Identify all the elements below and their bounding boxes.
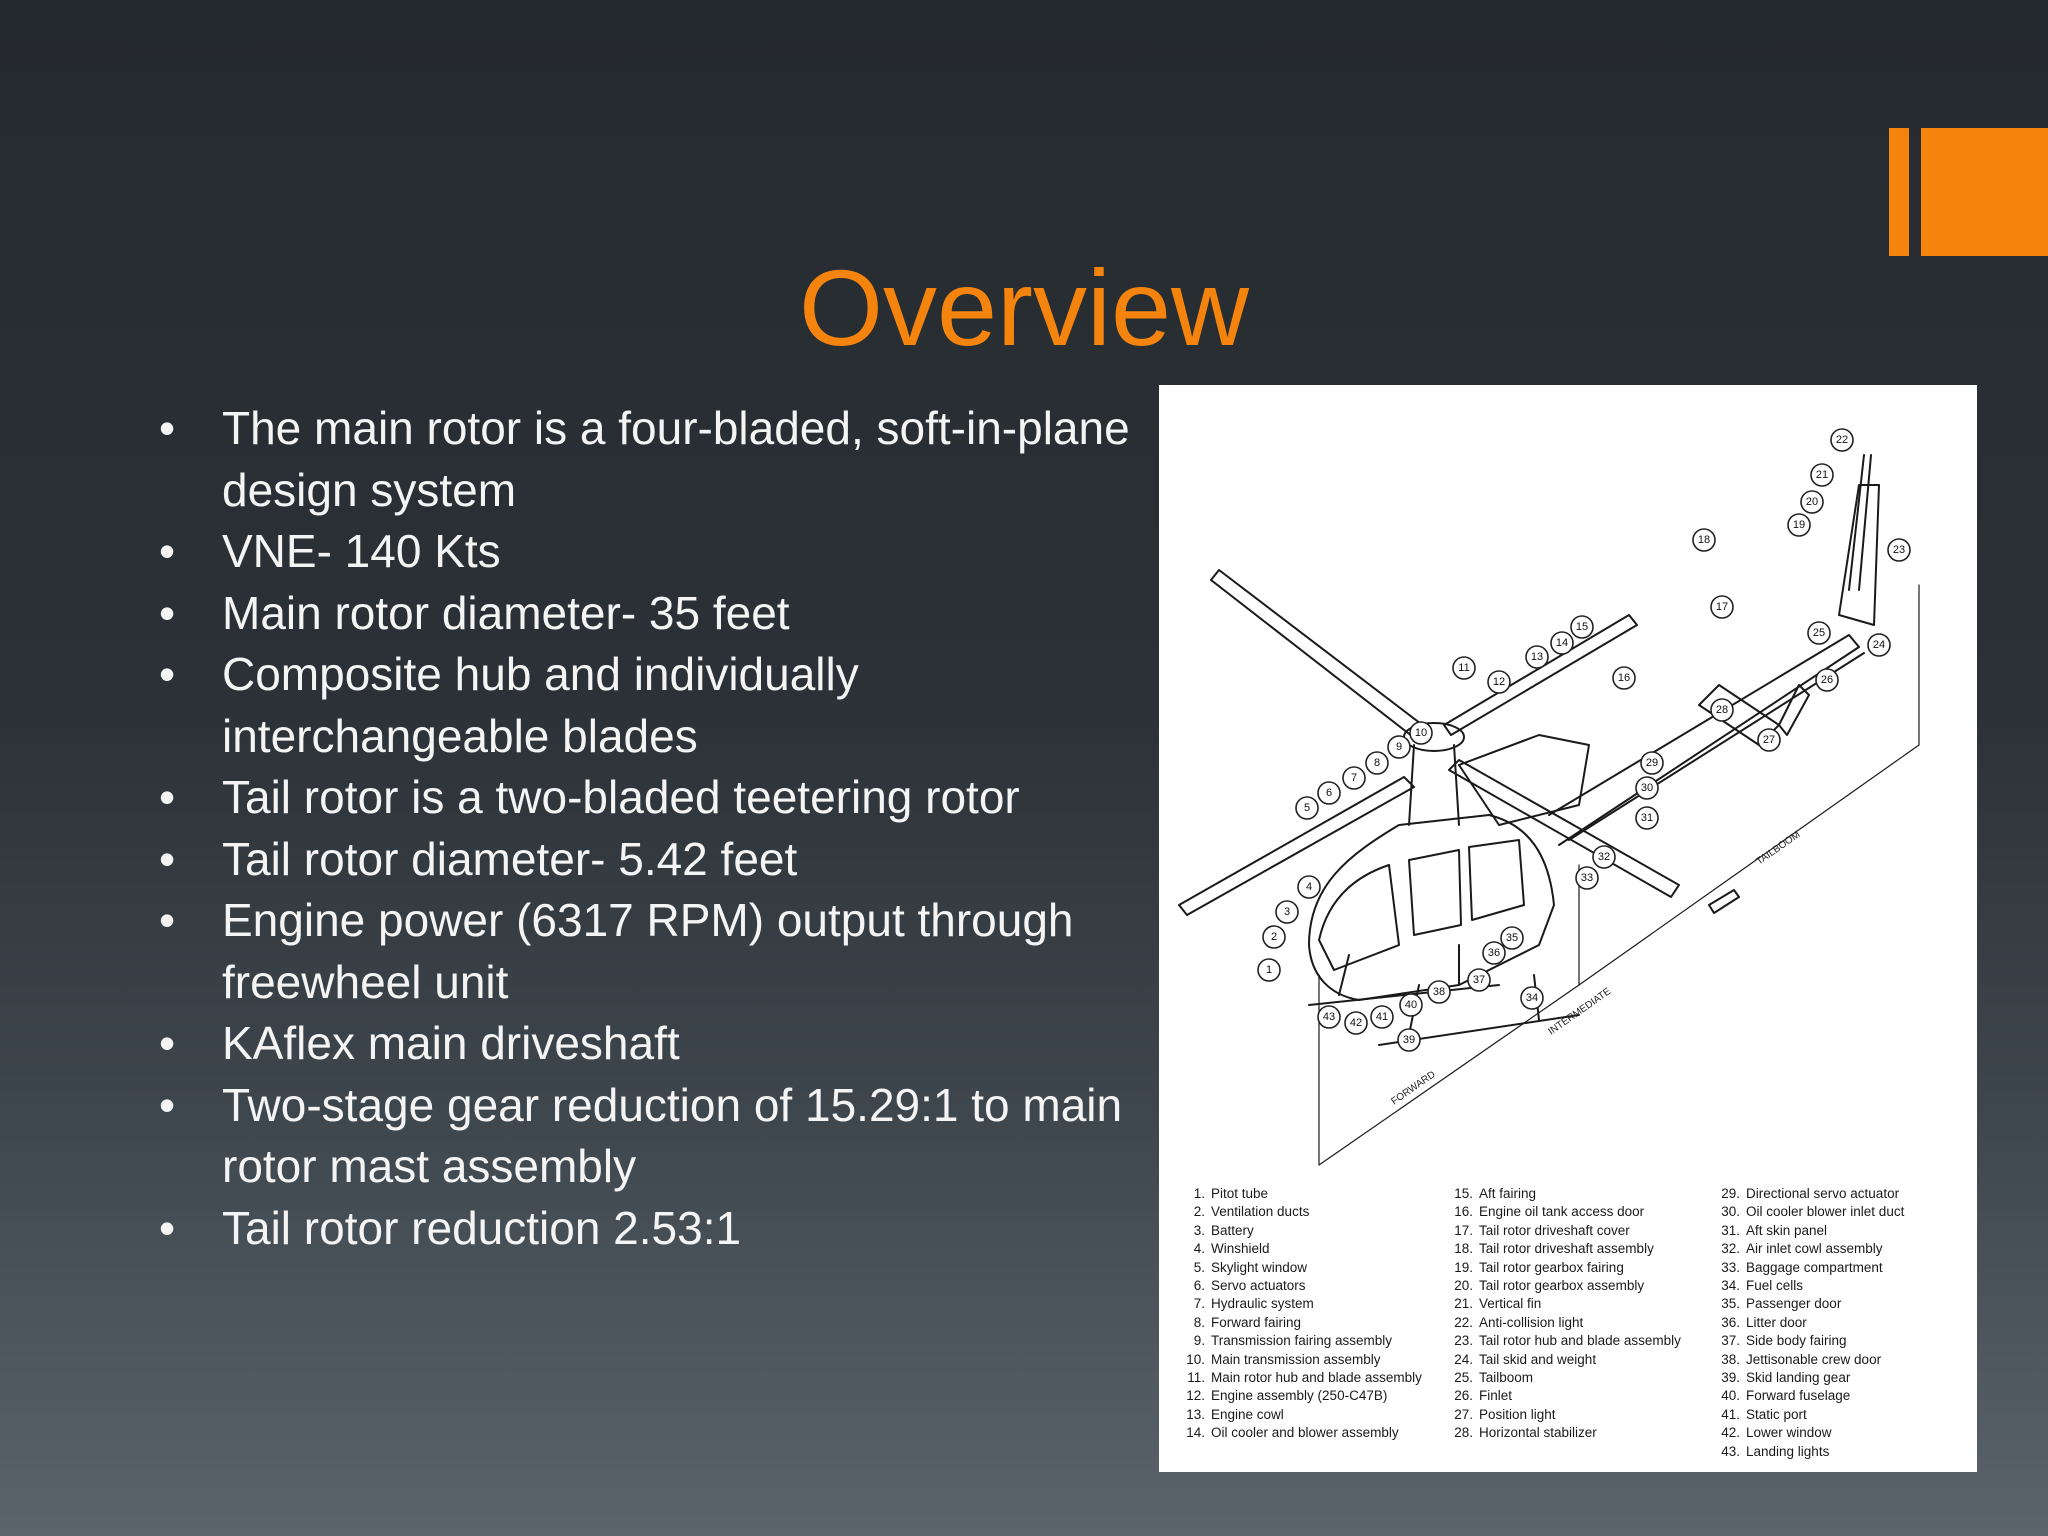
legend-number: 9.: [1193, 1333, 1205, 1349]
callout-number: 17: [1715, 601, 1729, 613]
legend-label: Tail rotor gearbox assembly: [1479, 1278, 1645, 1294]
callout-number: 11: [1458, 662, 1470, 674]
bullet-item: [152, 890, 1132, 1013]
legend-item: [1716, 1369, 1904, 1387]
bullet-dot: •: [158, 894, 176, 946]
legend-number: 27.: [1454, 1406, 1473, 1422]
bullet-text: Two-stage gear reduction of 15.29:1 to main rotor mast assembly: [222, 1078, 1123, 1192]
station-line-tailboom: [1749, 585, 1919, 868]
legend-label: Finlet: [1479, 1388, 1513, 1404]
bullet-text: Engine power (6317 RPM) output through freewheel unit: [222, 894, 1074, 1008]
legend-item: [1716, 1314, 1904, 1332]
legend-label: Fuel cells: [1746, 1278, 1804, 1294]
callout-marker: [1758, 729, 1780, 751]
legend-number: 13.: [1186, 1406, 1205, 1422]
legend-item: [1449, 1185, 1681, 1203]
legend-label: Winshield: [1211, 1241, 1270, 1257]
legend-number: 38.: [1721, 1351, 1740, 1367]
legend-number: 34.: [1721, 1278, 1740, 1294]
legend-item: [1449, 1387, 1681, 1405]
callout-number: 12: [1492, 676, 1506, 688]
station-label-tailboom: TAILBOOM: [1754, 829, 1803, 868]
legend-label: Static port: [1746, 1406, 1807, 1422]
legend-label: Main rotor hub and blade assembly: [1211, 1370, 1422, 1386]
bullet-dot: •: [158, 832, 176, 885]
legend-label: Transmission fairing assembly: [1211, 1333, 1393, 1349]
legend-label: Ventilation ducts: [1211, 1204, 1310, 1220]
callout-marker: [1636, 777, 1658, 799]
legend-label: Aft fairing: [1479, 1186, 1537, 1201]
callout-number: 2: [1270, 931, 1278, 943]
station-label-forward: FORWARD: [1389, 1069, 1438, 1108]
legend-number: 36.: [1721, 1314, 1740, 1330]
legend-column-1: [1181, 1185, 1422, 1443]
legend-item: [1449, 1259, 1681, 1277]
legend-label: Engine cowl: [1211, 1406, 1284, 1422]
legend-column-3: [1716, 1185, 1904, 1461]
accent-bar-thick: [1921, 128, 2048, 256]
callout-marker: [1816, 669, 1838, 691]
legend-item: [1716, 1222, 1904, 1240]
callout-marker: [1811, 464, 1833, 486]
callout-marker: [1711, 596, 1733, 618]
callout-marker: [1483, 942, 1505, 964]
legend-number: 43.: [1721, 1443, 1740, 1459]
legend-label: Tail rotor driveshaft assembly: [1479, 1241, 1654, 1257]
legend-number: 41.: [1721, 1406, 1740, 1422]
callout-marker: [1296, 797, 1318, 819]
legend-label: Main transmission assembly: [1211, 1351, 1381, 1367]
bullet-item: [152, 521, 1132, 583]
callout-number: 41: [1375, 1011, 1389, 1023]
callout-number: 26: [1820, 674, 1834, 686]
legend-item: [1716, 1332, 1904, 1350]
legend-item: [1716, 1351, 1904, 1369]
rotor-mast: [1409, 745, 1459, 825]
callout-marker: [1318, 1006, 1340, 1028]
bullet-text: Tail rotor diameter- 5.42 feet: [222, 832, 798, 885]
callout-marker: [1366, 752, 1388, 774]
legend-item: [1181, 1185, 1422, 1203]
legend-number: 14.: [1186, 1425, 1205, 1441]
callout-number: 15: [1575, 621, 1589, 633]
legend-number: 26.: [1454, 1388, 1473, 1404]
callout-number: 25: [1812, 627, 1826, 639]
legend-label: Tailboom: [1479, 1370, 1534, 1386]
legend-item: [1181, 1351, 1422, 1369]
bullet-item: [152, 829, 1132, 891]
callout-marker: [1593, 846, 1615, 868]
bullet-dot: •: [158, 1078, 176, 1131]
legend-item: [1181, 1314, 1422, 1332]
callout-marker: [1263, 926, 1285, 948]
legend-item: [1181, 1332, 1422, 1350]
rotor-blade-front: [1179, 777, 1414, 915]
legend-number: 17.: [1454, 1222, 1473, 1238]
legend-item: [1449, 1240, 1681, 1258]
legend-number: 2.: [1193, 1204, 1205, 1220]
legend-number: 30.: [1721, 1204, 1740, 1220]
legend-item: [1449, 1203, 1681, 1221]
callout-number: 37: [1472, 974, 1486, 986]
legend-number: 33.: [1721, 1259, 1740, 1275]
legend-item: [1181, 1222, 1422, 1240]
legend-label: Landing lights: [1746, 1443, 1830, 1459]
callout-marker: [1276, 901, 1298, 923]
tailboom: [1549, 635, 1859, 845]
bullet-text: KAflex main driveshaft: [222, 1017, 680, 1069]
callout-number: 6: [1325, 787, 1333, 799]
legend-label: Directional servo actuator: [1746, 1186, 1900, 1201]
callout-number: 29: [1645, 757, 1659, 769]
station-label-intermediate: INTERMEDIATE: [1546, 986, 1614, 1038]
callout-number: 13: [1530, 651, 1544, 663]
bullet-text: Tail rotor reduction 2.53:1: [222, 1201, 742, 1254]
callout-group: [1258, 429, 1910, 1051]
callout-marker: [1831, 429, 1853, 451]
legend-label: Oil cooler and blower assembly: [1211, 1425, 1399, 1441]
legend-item: [1716, 1277, 1904, 1295]
legend-item: [1716, 1259, 1904, 1277]
callout-number: 23: [1892, 544, 1906, 556]
legend-number: 1.: [1193, 1186, 1205, 1201]
callout-marker: [1808, 622, 1830, 644]
callout-marker: [1526, 646, 1548, 668]
callout-number: 3: [1283, 906, 1291, 918]
legend-label: Litter door: [1746, 1314, 1807, 1330]
callout-number: 8: [1373, 757, 1381, 769]
legend-item: [1449, 1369, 1681, 1387]
legend-number: 7.: [1193, 1296, 1205, 1312]
legend-item: [1449, 1277, 1681, 1295]
legend-label: Lower window: [1746, 1425, 1832, 1441]
legend-item: [1449, 1424, 1681, 1442]
legend-item: [1716, 1203, 1904, 1221]
legend-label: Jettisonable crew door: [1746, 1351, 1882, 1367]
legend-number: 4.: [1193, 1241, 1205, 1257]
bullet-dot: •: [158, 1201, 176, 1254]
legend-item: [1181, 1203, 1422, 1221]
callout-marker: [1636, 807, 1658, 829]
legend-item: [1181, 1387, 1422, 1405]
callout-marker: [1298, 876, 1320, 898]
bullet-text: Composite hub and individually interchangeable blades: [222, 648, 859, 762]
bullet-item: [152, 1075, 1132, 1198]
bullet-text: Main rotor diameter- 35 feet: [222, 586, 790, 639]
legend-number: 32.: [1721, 1241, 1740, 1257]
legend-item: [1181, 1406, 1422, 1424]
legend-label: Aft skin panel: [1746, 1222, 1828, 1238]
legend-item: [1449, 1222, 1681, 1240]
bullet-item: [152, 1198, 1132, 1260]
legend-label: Tail rotor hub and blade assembly: [1479, 1333, 1681, 1349]
legend-number: 40.: [1721, 1388, 1740, 1404]
legend-column-2: [1449, 1185, 1681, 1443]
bullet-text: VNE- 140 Kts: [222, 525, 501, 577]
legend-item: [1449, 1332, 1681, 1350]
legend-label: Tail skid and weight: [1479, 1351, 1597, 1367]
callout-number: 31: [1640, 812, 1654, 824]
bullet-text: The main rotor is a four-bladed, soft-in-plane design system: [222, 402, 1130, 516]
legend-label: Pitot tube: [1211, 1186, 1269, 1201]
callout-marker: [1371, 1006, 1393, 1028]
bullet-dot: •: [158, 525, 176, 577]
legend-label: Oil cooler blower inlet duct: [1746, 1204, 1905, 1220]
legend-label: Side body fairing: [1746, 1333, 1847, 1349]
callout-marker: [1641, 752, 1663, 774]
callout-marker: [1788, 514, 1810, 536]
callout-number: 24: [1872, 639, 1886, 651]
engine-cowl: [1459, 735, 1589, 825]
callout-number: 5: [1303, 802, 1311, 814]
legend-number: 22.: [1454, 1314, 1473, 1330]
callout-marker: [1711, 699, 1733, 721]
callout-marker: [1888, 539, 1910, 561]
helicopter-diagram: [1159, 385, 1977, 1472]
legend-label: Hydraulic system: [1211, 1296, 1314, 1312]
callout-number: 40: [1404, 999, 1418, 1011]
callout-number: 9: [1395, 741, 1403, 753]
bullet-item: [152, 644, 1132, 767]
legend-item: [1716, 1387, 1904, 1405]
callout-number: 19: [1792, 519, 1806, 531]
accent-bar-thin: [1889, 128, 1909, 256]
slide-title: Overview: [798, 247, 1250, 368]
legend-item: [1716, 1406, 1904, 1424]
legend-number: 24.: [1454, 1351, 1473, 1367]
station-line-intermediate: [1579, 865, 1749, 985]
legend-label: Passenger door: [1746, 1296, 1842, 1312]
legend-number: 28.: [1454, 1425, 1473, 1441]
legend-label: Battery: [1211, 1222, 1254, 1238]
legend-label: Tail rotor gearbox fairing: [1479, 1259, 1624, 1275]
legend-label: Engine oil tank access door: [1479, 1204, 1645, 1220]
callout-marker: [1801, 491, 1823, 513]
legend-number: 6.: [1193, 1278, 1205, 1294]
legend-item: [1716, 1185, 1904, 1203]
callout-marker: [1576, 867, 1598, 889]
callout-number: 14: [1555, 637, 1569, 649]
callout-marker: [1410, 722, 1432, 744]
bullet-item: [152, 398, 1132, 521]
legend-item: [1716, 1295, 1904, 1313]
bullet-dot: •: [158, 1017, 176, 1069]
legend-item: [1449, 1406, 1681, 1424]
callout-marker: [1501, 927, 1523, 949]
bullet-list: [152, 398, 1132, 1259]
callout-marker: [1453, 657, 1475, 679]
callout-marker: [1388, 736, 1410, 758]
legend-label: Position light: [1479, 1406, 1556, 1422]
callout-number: 39: [1402, 1034, 1416, 1046]
callout-number: 10: [1414, 727, 1428, 739]
callout-number: 21: [1815, 469, 1829, 481]
legend-item: [1716, 1424, 1904, 1442]
callout-marker: [1468, 969, 1490, 991]
legend-label: Servo actuators: [1211, 1278, 1306, 1294]
callout-number: 43: [1322, 1011, 1336, 1023]
legend-label: Engine assembly (250-C47B): [1211, 1388, 1388, 1404]
callout-number: 22: [1835, 434, 1849, 446]
legend-number: 15.: [1454, 1186, 1473, 1201]
callout-number: 42: [1349, 1017, 1363, 1029]
bullet-dot: •: [158, 402, 176, 454]
callout-number: 30: [1640, 782, 1654, 794]
callout-marker: [1693, 529, 1715, 551]
helicopter-drawing: [1159, 385, 1977, 1185]
legend-item: [1716, 1240, 1904, 1258]
callout-number: 16: [1617, 672, 1631, 684]
legend-label: Skid landing gear: [1746, 1370, 1851, 1386]
bullet-dot: •: [158, 586, 176, 639]
cabin-window-1: [1409, 850, 1461, 935]
legend-number: 23.: [1454, 1333, 1473, 1349]
legend-number: 16.: [1454, 1204, 1473, 1220]
legend-label: Forward fairing: [1211, 1314, 1302, 1330]
callout-marker: [1551, 632, 1573, 654]
callout-number: 38: [1432, 986, 1446, 998]
callout-number: 32: [1597, 851, 1611, 863]
legend-item: [1181, 1295, 1422, 1313]
legend-number: 39.: [1721, 1370, 1740, 1386]
legend-item: [1181, 1369, 1422, 1387]
cabin-window-2: [1469, 840, 1524, 920]
callout-marker: [1428, 981, 1450, 1003]
callout-number: 4: [1305, 881, 1313, 893]
legend-label: Forward fuselage: [1746, 1388, 1851, 1404]
callout-number: 34: [1525, 992, 1539, 1004]
callout-marker: [1571, 616, 1593, 638]
callout-marker: [1400, 994, 1422, 1016]
bullet-dot: •: [158, 648, 176, 700]
bullet-item: [152, 583, 1132, 645]
legend-number: 21.: [1454, 1296, 1473, 1312]
legend-number: 31.: [1721, 1222, 1740, 1238]
callout-number: 35: [1505, 932, 1519, 944]
callout-number: 7: [1350, 772, 1358, 784]
legend-item: [1449, 1351, 1681, 1369]
finlet: [1779, 685, 1809, 735]
legend-number: 19.: [1454, 1259, 1473, 1275]
legend-number: 29.: [1721, 1186, 1740, 1201]
legend-item: [1449, 1295, 1681, 1313]
callout-marker: [1488, 671, 1510, 693]
position-light: [1709, 890, 1739, 913]
legend-item: [1181, 1277, 1422, 1295]
cockpit-window: [1319, 865, 1399, 970]
legend-item: [1449, 1314, 1681, 1332]
bullet-dot: •: [158, 771, 176, 823]
callout-number: 27: [1762, 734, 1776, 746]
legend-number: 35.: [1721, 1296, 1740, 1312]
legend-number: 10.: [1186, 1351, 1205, 1367]
legend-label: Baggage compartment: [1746, 1259, 1883, 1275]
legend-number: 42.: [1721, 1425, 1740, 1441]
legend-label: Tail rotor driveshaft cover: [1479, 1222, 1630, 1238]
callout-marker: [1318, 782, 1340, 804]
legend-item: [1181, 1424, 1422, 1442]
legend-number: 25.: [1454, 1370, 1473, 1386]
legend-item: [1181, 1259, 1422, 1277]
legend-number: 12.: [1186, 1388, 1205, 1404]
callout-marker: [1343, 767, 1365, 789]
legend-number: 18.: [1454, 1241, 1473, 1257]
legend-label: Horizontal stabilizer: [1479, 1425, 1597, 1441]
callout-number: 28: [1715, 704, 1729, 716]
legend-label: Skylight window: [1211, 1259, 1308, 1275]
legend-label: Air inlet cowl assembly: [1746, 1241, 1883, 1257]
callout-number: 18: [1697, 534, 1711, 546]
callout-marker: [1345, 1012, 1367, 1034]
legend-number: 3.: [1193, 1222, 1205, 1238]
legend-number: 8.: [1193, 1314, 1205, 1330]
callout-number: 36: [1487, 947, 1501, 959]
callout-marker: [1521, 987, 1543, 1009]
legend-number: 5.: [1193, 1259, 1205, 1275]
callout-marker: [1868, 634, 1890, 656]
callout-number: 1: [1265, 964, 1273, 976]
legend-item: [1716, 1443, 1904, 1461]
rotor-blade-left: [1211, 570, 1429, 740]
bullet-item: [152, 767, 1132, 829]
legend-label: Anti-collision light: [1479, 1314, 1584, 1330]
bullet-text: Tail rotor is a two-bladed teetering rotor: [222, 771, 1020, 823]
callout-marker: [1258, 959, 1280, 981]
legend-number: 20.: [1454, 1278, 1473, 1294]
legend-number: 37.: [1721, 1333, 1740, 1349]
callout-number: 20: [1805, 496, 1819, 508]
bullet-item: [152, 1013, 1132, 1075]
callout-marker: [1398, 1029, 1420, 1051]
legend-label: Vertical fin: [1479, 1296, 1542, 1312]
legend-number: 11.: [1187, 1370, 1205, 1386]
callout-number: 33: [1580, 872, 1594, 884]
legend-item: [1181, 1240, 1422, 1258]
callout-marker: [1613, 667, 1635, 689]
